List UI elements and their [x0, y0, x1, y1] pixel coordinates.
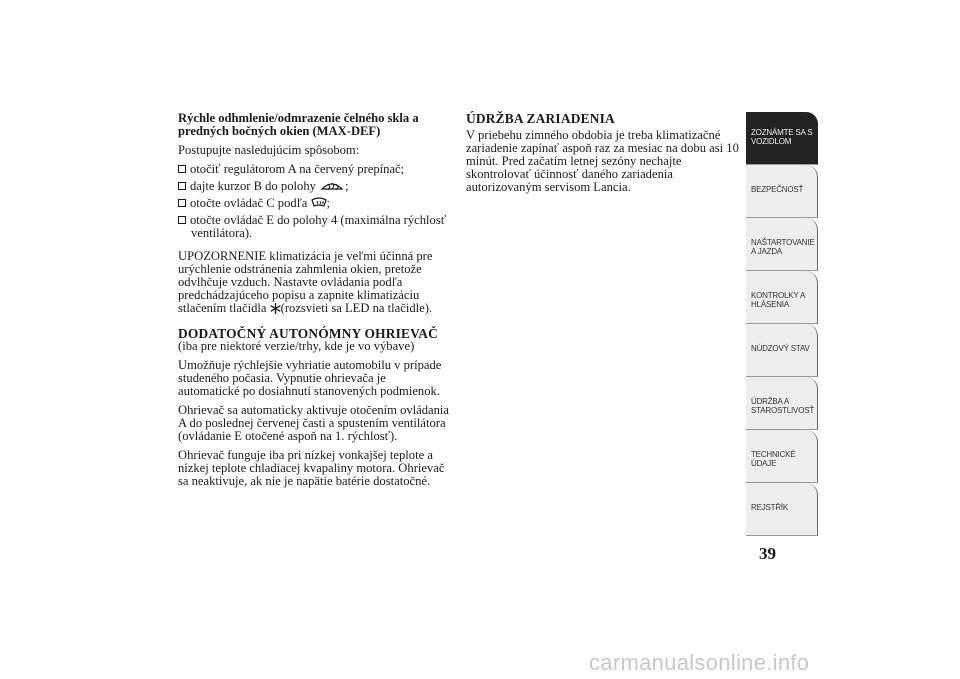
tab-zoznamte-sa-s-vozidlom[interactable]: ZOZNÁMTE SA S VOZIDLOM: [746, 112, 818, 165]
warning-paragraph: UPOZORNENIE klimatizácia je veľmi účinná pre urýchlenie odstránenia zahmlenia okien, pretože odvlhčuje vzduch. Nastavte ovládania podľa predchádzajúceho popisu a zapnite klimatizáciu stlačením tlačidla (rozsvieti sa LED na tlačidle).: [178, 249, 433, 315]
heater-paragraph-1: Umožňuje rýchlejšie vyhriatie automobilu v prípade studeného počasia. Vypnutie ohrievača je automatické po dosiahnutí stanovených podmienok.: [178, 358, 442, 398]
checkbox-bullet-icon: [178, 165, 186, 173]
tab-udrzba-a-starostlivost[interactable]: ÚDRŽBA A STAROSTLIVOSŤ: [746, 377, 818, 430]
step-item: dajte kurzor B do polohy ;: [178, 180, 450, 193]
chapter-tabs: [746, 112, 818, 536]
defrost-title: Rýchle odhmlenie/odmrazenie čelného skla a predných bočných okien (MAX-DEF): [178, 111, 419, 138]
step-item: otočiť regulátorom A na červený prepínač;: [178, 163, 450, 176]
step-item: otočte ovládač E do polohy 4 (maximálna rýchlosť ventilátora).: [178, 214, 450, 240]
defrost-airflow-icon: [311, 197, 327, 209]
tab-nastartovanie-a-jazda[interactable]: NAŠTARTOVANIE A JAZDA: [746, 218, 818, 271]
air-conditioning-snowflake-icon: [270, 303, 281, 314]
tab-nudzovy-stav[interactable]: NÚDZOVÝ STAV: [746, 324, 818, 377]
defrost-steps: [178, 163, 450, 240]
step-item: otočte ovládač C podľa ;: [178, 197, 450, 210]
maintenance-heading: ÚDRŽBA ZARIADENIA: [466, 111, 615, 126]
heater-paragraph-3: Ohrievač funguje iba pri nízkej vonkajšej teplote a nízkej teplote chladiacej kvapaliny motora. Ohrievač sa neaktivuje, ak nie je napätie batérie dostatočné.: [178, 448, 445, 488]
checkbox-bullet-icon: [178, 199, 186, 207]
heater-note: (iba pre niektoré verzie/trhy, kde je vo výbave): [178, 339, 415, 353]
checkbox-bullet-icon: [178, 182, 186, 190]
watermark: carmanualsonline.info: [589, 650, 810, 675]
heater-paragraph-2: Ohrievač sa automaticky aktivuje otočením ovládania A do poslednej červenej časti a spustením ventilátora (ovládanie E otočené aspoň na 1. rýchlosť).: [178, 403, 450, 443]
defrost-intro: Postupujte nasledujúcim spôsobom:: [178, 143, 360, 157]
page-number: 39: [759, 544, 776, 563]
tab-technicke-udaje[interactable]: TECHNICKÉ ÚDAJE: [746, 430, 818, 483]
tab-bezpecnost[interactable]: BEZPEČNOSŤ: [746, 165, 818, 218]
tab-kontrolky-a-hlasenia[interactable]: KONTROLKY A HLÁSENIA: [746, 271, 818, 324]
right-column: [466, 112, 740, 200]
tab-rejstrik[interactable]: REJSTŘÍK: [746, 483, 818, 536]
left-column: [178, 112, 450, 494]
checkbox-bullet-icon: [178, 216, 186, 224]
windshield-defrost-icon: [319, 180, 345, 192]
maintenance-paragraph: V priebehu zimného obdobia je treba klimatizačné zariadenie zapínať aspoň raz za mesiac na dobu asi 10 minút. Pred začatím letnej sezóny nechajte skontrolovať účinnosť daného zariadenia autorizovaným servisom Lancia.: [466, 128, 739, 194]
heater-heading: DODATOČNÝ AUTONÓMNY OHRIEVAČ: [178, 326, 439, 341]
